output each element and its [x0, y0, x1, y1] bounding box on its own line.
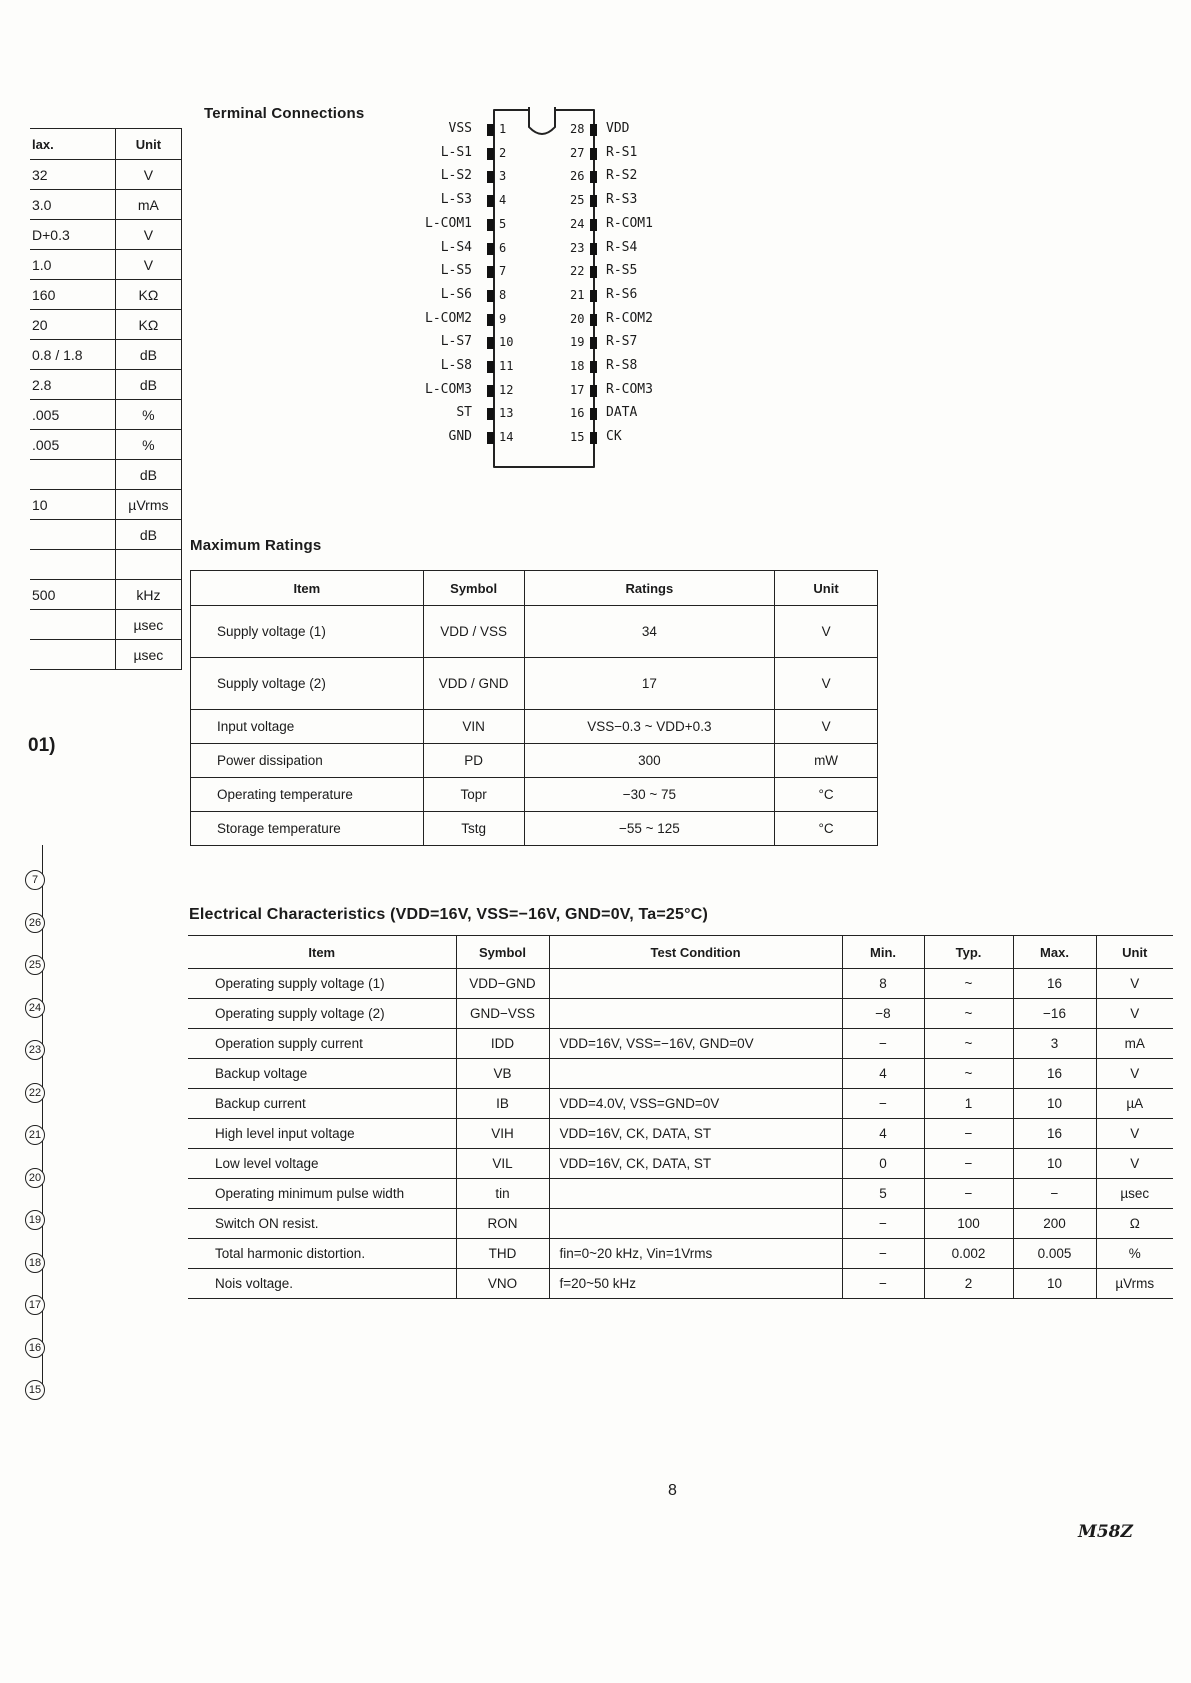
- max-ratings-row: [191, 744, 878, 778]
- elec-header-min: Min.: [842, 936, 924, 969]
- left-pin-lead: [487, 171, 494, 183]
- left-pin-lead: [487, 432, 494, 444]
- terminal-connections-title: Terminal Connections: [204, 105, 365, 122]
- right-pin-number: 23: [570, 240, 585, 255]
- elec-typ-cell: 0.002: [924, 1239, 1013, 1269]
- max-header-item: Item: [191, 571, 424, 606]
- left-pin-number: 10: [499, 335, 514, 350]
- elec-min-cell: −: [842, 1209, 924, 1239]
- elec-symbol-cell: VIH: [456, 1119, 549, 1149]
- left-table-max-cell: 3.0: [30, 190, 115, 220]
- right-pin-label: R-S1: [606, 144, 638, 160]
- left-table-row: [30, 280, 182, 310]
- elec-typ-cell: ~: [924, 1029, 1013, 1059]
- elec-symbol-cell: THD: [456, 1239, 549, 1269]
- max-ratings-body: [191, 606, 878, 846]
- left-table-max-cell: [30, 520, 115, 550]
- elec-item-cell: Total harmonic distortion.: [188, 1239, 456, 1269]
- max-item-cell: Storage temperature: [191, 812, 424, 846]
- left-table-unit-cell: dB: [115, 340, 181, 370]
- electrical-row: [188, 1209, 1173, 1239]
- elec-item-cell: Backup voltage: [188, 1059, 456, 1089]
- left-pin-label: VSS: [448, 121, 472, 136]
- right-pin-lead: [590, 219, 597, 231]
- right-pin-lead: [590, 314, 597, 326]
- elec-condition-cell: VDD=16V, CK, DATA, ST: [549, 1119, 842, 1149]
- elec-unit-cell: %: [1096, 1239, 1173, 1269]
- right-pin-lead: [590, 124, 597, 136]
- max-header-unit: Unit: [775, 571, 878, 606]
- elec-max-cell: 3: [1013, 1029, 1096, 1059]
- electrical-row: [188, 1059, 1173, 1089]
- right-pin-label: R-COM3: [606, 381, 653, 397]
- elec-unit-cell: V: [1096, 1149, 1173, 1179]
- left-pin-label: L-S3: [440, 192, 472, 208]
- left-pin-number: 1: [499, 122, 507, 136]
- pin-circle: 20: [25, 1168, 45, 1188]
- elec-min-cell: −8: [842, 999, 924, 1029]
- right-pin-lead: [590, 432, 597, 444]
- left-pin-lead: [487, 385, 494, 397]
- pin-circle: 26: [25, 913, 45, 933]
- left-table-max-cell: 32: [30, 160, 115, 190]
- left-pin-label: L-S5: [440, 263, 472, 279]
- max-unit-cell: V: [775, 710, 878, 744]
- page-number: 8: [668, 1482, 677, 1499]
- elec-header-max: Max.: [1013, 936, 1096, 969]
- pin-circle: 15: [25, 1380, 45, 1400]
- pin-circle: 18: [25, 1253, 45, 1273]
- elec-condition-cell: f=20~50 kHz: [549, 1269, 842, 1299]
- elec-header-unit: Unit: [1096, 936, 1173, 969]
- right-pin-label: R-S7: [606, 334, 638, 350]
- right-pin-label: DATA: [606, 405, 638, 421]
- elec-item-cell: Nois voltage.: [188, 1269, 456, 1299]
- elec-item-cell: Backup current: [188, 1089, 456, 1119]
- right-pin-label: R-S3: [606, 192, 638, 208]
- right-pin-label: R-S6: [606, 286, 638, 302]
- elec-condition-cell: VDD=16V, CK, DATA, ST: [549, 1149, 842, 1179]
- max-symbol-cell: VDD / GND: [423, 658, 524, 710]
- right-pin-lead: [590, 408, 597, 420]
- max-header-ratings: Ratings: [524, 571, 775, 606]
- max-ratings-row: [191, 710, 878, 744]
- elec-symbol-cell: IDD: [456, 1029, 549, 1059]
- left-table-unit-cell: mA: [115, 190, 181, 220]
- electrical-row: [188, 1089, 1173, 1119]
- left-table-row: [30, 400, 182, 430]
- left-pin-label: GND: [448, 429, 472, 445]
- max-rating-cell: VSS−0.3 ~ VDD+0.3: [524, 710, 775, 744]
- max-symbol-cell: Topr: [423, 778, 524, 812]
- left-table-max-cell: 20: [30, 310, 115, 340]
- left-pin-number: 8: [499, 287, 507, 302]
- max-ratings-row: [191, 812, 878, 846]
- elec-typ-cell: 100: [924, 1209, 1013, 1239]
- elec-condition-cell: [549, 1059, 842, 1089]
- elec-min-cell: 4: [842, 1119, 924, 1149]
- elec-max-cell: −: [1013, 1179, 1096, 1209]
- elec-symbol-cell: tin: [456, 1179, 549, 1209]
- max-ratings-row: [191, 778, 878, 812]
- left-table-row: [30, 550, 182, 580]
- max-ratings-row: [191, 606, 878, 658]
- left-pin-label: L-COM2: [425, 310, 472, 326]
- elec-symbol-cell: RON: [456, 1209, 549, 1239]
- right-pin-lead: [590, 266, 597, 278]
- left-pin-label: ST: [456, 405, 472, 421]
- left-table-max-cell: .005: [30, 400, 115, 430]
- right-pin-lead: [590, 243, 597, 255]
- left-pin-number: 14: [499, 430, 514, 445]
- elec-max-cell: 200: [1013, 1209, 1096, 1239]
- left-pin-number: 12: [499, 382, 514, 397]
- elec-condition-cell: VDD=4.0V, VSS=GND=0V: [549, 1089, 842, 1119]
- elec-min-cell: −: [842, 1269, 924, 1299]
- elec-item-cell: Operating minimum pulse width: [188, 1179, 456, 1209]
- max-unit-cell: °C: [775, 778, 878, 812]
- elec-unit-cell: Ω: [1096, 1209, 1173, 1239]
- right-pin-label: VDD: [606, 121, 630, 136]
- pin-circle: 21: [25, 1125, 45, 1145]
- left-pin-label: L-COM3: [425, 381, 472, 397]
- left-pin-number: 13: [499, 406, 514, 421]
- elec-item-cell: Operation supply current: [188, 1029, 456, 1059]
- right-pin-label: R-S8: [606, 358, 638, 373]
- left-pin-lead: [487, 148, 494, 160]
- elec-unit-cell: V: [1096, 1119, 1173, 1149]
- elec-header-typ: Typ.: [924, 936, 1013, 969]
- pin-circle: 25: [25, 955, 45, 975]
- elec-symbol-cell: VDD−GND: [456, 969, 549, 999]
- left-pin-number: 5: [499, 216, 507, 231]
- left-pin-number: 9: [499, 311, 507, 326]
- max-unit-cell: V: [775, 606, 878, 658]
- left-table-max-cell: 1.0: [30, 250, 115, 280]
- right-pin-number: 19: [570, 335, 585, 350]
- right-pin-number: 27: [570, 145, 585, 160]
- left-table-unit-cell: %: [115, 400, 181, 430]
- elec-symbol-cell: IB: [456, 1089, 549, 1119]
- left-table-unit-cell: [115, 550, 181, 580]
- right-pin-label: CK: [606, 429, 622, 445]
- electrical-row: [188, 1149, 1173, 1179]
- left-table-unit-cell: KΩ: [115, 310, 181, 340]
- left-table-row: [30, 370, 182, 400]
- electrical-row: [188, 999, 1173, 1029]
- right-pin-label: R-S5: [606, 263, 638, 279]
- right-pin-number: 24: [570, 216, 585, 231]
- elec-typ-cell: ~: [924, 1059, 1013, 1089]
- left-table-row: [30, 430, 182, 460]
- left-table-row: [30, 340, 182, 370]
- right-pin-label: R-S2: [606, 168, 638, 184]
- elec-symbol-cell: VIL: [456, 1149, 549, 1179]
- left-pin-label: L-S8: [440, 358, 472, 373]
- pin-circle: 22: [25, 1083, 45, 1103]
- right-pin-number: 25: [570, 193, 585, 208]
- elec-max-cell: 16: [1013, 1059, 1096, 1089]
- elec-header-condition: Test Condition: [549, 936, 842, 969]
- max-unit-cell: mW: [775, 744, 878, 778]
- left-fragment: 01): [28, 735, 56, 756]
- left-table-header-unit: Unit: [115, 129, 181, 160]
- elec-item-cell: High level input voltage: [188, 1119, 456, 1149]
- elec-header-symbol: Symbol: [456, 936, 549, 969]
- elec-typ-cell: 1: [924, 1089, 1013, 1119]
- left-table-row: [30, 160, 182, 190]
- right-pin-label: R-COM1: [606, 215, 653, 231]
- elec-symbol-cell: GND−VSS: [456, 999, 549, 1029]
- max-symbol-cell: VDD / VSS: [423, 606, 524, 658]
- elec-item-cell: Switch ON resist.: [188, 1209, 456, 1239]
- left-pin-label: L-COM1: [425, 215, 472, 231]
- max-rating-cell: 34: [524, 606, 775, 658]
- elec-max-cell: 16: [1013, 969, 1096, 999]
- elec-min-cell: −: [842, 1029, 924, 1059]
- elec-condition-cell: [549, 969, 842, 999]
- left-pin-lead: [487, 408, 494, 420]
- left-table-unit-cell: dB: [115, 460, 181, 490]
- elec-typ-cell: −: [924, 1179, 1013, 1209]
- left-table-row: [30, 580, 182, 610]
- electrical-row: [188, 1239, 1173, 1269]
- left-pin-number: 2: [499, 145, 507, 160]
- right-pin-lead: [590, 385, 597, 397]
- left-table-max-cell: .005: [30, 430, 115, 460]
- max-rating-cell: 17: [524, 658, 775, 710]
- max-header-symbol: Symbol: [423, 571, 524, 606]
- left-table-row: [30, 190, 182, 220]
- left-table-unit-cell: µsec: [115, 640, 181, 670]
- left-table-row: [30, 460, 182, 490]
- right-pin-lead: [590, 171, 597, 183]
- elec-unit-cell: µA: [1096, 1089, 1173, 1119]
- elec-symbol-cell: VNO: [456, 1269, 549, 1299]
- elec-condition-cell: [549, 999, 842, 1029]
- max-rating-cell: 300: [524, 744, 775, 778]
- left-pin-lead: [487, 243, 494, 255]
- left-table-row: [30, 520, 182, 550]
- elec-unit-cell: mA: [1096, 1029, 1173, 1059]
- left-table-max-cell: [30, 550, 115, 580]
- elec-condition-cell: fin=0~20 kHz, Vin=1Vrms: [549, 1239, 842, 1269]
- elec-typ-cell: −: [924, 1119, 1013, 1149]
- right-pin-number: 20: [570, 311, 585, 326]
- right-pin-lead: [590, 361, 597, 373]
- elec-typ-cell: ~: [924, 999, 1013, 1029]
- left-table-row: [30, 640, 182, 670]
- elec-unit-cell: V: [1096, 1059, 1173, 1089]
- ic-notch: [527, 107, 557, 141]
- max-rating-cell: −30 ~ 75: [524, 778, 775, 812]
- right-pin-number: 22: [570, 264, 585, 279]
- max-symbol-cell: VIN: [423, 710, 524, 744]
- elec-max-cell: 16: [1013, 1119, 1096, 1149]
- left-table-unit-cell: dB: [115, 370, 181, 400]
- elec-item-cell: Operating supply voltage (1): [188, 969, 456, 999]
- left-pin-number: 6: [499, 240, 507, 255]
- left-table-row: [30, 610, 182, 640]
- electrical-body: [188, 969, 1173, 1299]
- elec-symbol-cell: VB: [456, 1059, 549, 1089]
- right-pin-label: R-S4: [606, 239, 638, 255]
- max-unit-cell: °C: [775, 812, 878, 846]
- elec-header-item: Item: [188, 936, 456, 969]
- left-pin-label: L-S6: [440, 286, 472, 302]
- elec-condition-cell: [549, 1209, 842, 1239]
- elec-min-cell: 0: [842, 1149, 924, 1179]
- left-pin-lead: [487, 290, 494, 302]
- left-table-unit-cell: V: [115, 250, 181, 280]
- left-pin-lead: [487, 361, 494, 373]
- left-pin-lead: [487, 266, 494, 278]
- max-item-cell: Supply voltage (1): [191, 606, 424, 658]
- left-table-max-cell: 500: [30, 580, 115, 610]
- elec-typ-cell: ~: [924, 969, 1013, 999]
- left-table-unit-cell: µsec: [115, 610, 181, 640]
- elec-min-cell: 5: [842, 1179, 924, 1209]
- elec-unit-cell: V: [1096, 969, 1173, 999]
- pin-circle: 17: [25, 1295, 45, 1315]
- handwritten-note: M58Z: [1078, 1522, 1133, 1542]
- left-table-max-cell: 10: [30, 490, 115, 520]
- electrical-row: [188, 969, 1173, 999]
- left-pin-number: 11: [499, 359, 514, 373]
- max-ratings-row: [191, 658, 878, 710]
- right-pin-number: 16: [570, 406, 585, 421]
- electrical-row: [188, 1179, 1173, 1209]
- elec-item-cell: Low level voltage: [188, 1149, 456, 1179]
- elec-min-cell: −: [842, 1089, 924, 1119]
- electrical-table: [188, 935, 1173, 1299]
- elec-max-cell: 0.005: [1013, 1239, 1096, 1269]
- elec-typ-cell: −: [924, 1149, 1013, 1179]
- max-item-cell: Power dissipation: [191, 744, 424, 778]
- pin-circle: 23: [25, 1040, 45, 1060]
- electrical-title: Electrical Characteristics (VDD=16V, VSS=−16V, GND=0V, Ta=25°C): [189, 906, 708, 923]
- right-pin-lead: [590, 337, 597, 349]
- elec-max-cell: 10: [1013, 1089, 1096, 1119]
- left-table-max-cell: 2.8: [30, 370, 115, 400]
- left-table-unit-cell: kHz: [115, 580, 181, 610]
- electrical-row: [188, 1119, 1173, 1149]
- electrical-row: [188, 1269, 1173, 1299]
- elec-item-cell: Operating supply voltage (2): [188, 999, 456, 1029]
- right-pin-number: 28: [570, 122, 585, 136]
- pin-circle: 24: [25, 998, 45, 1018]
- left-table-row: [30, 250, 182, 280]
- electrical-row: [188, 1029, 1173, 1059]
- left-table-row: [30, 310, 182, 340]
- elec-typ-cell: 2: [924, 1269, 1013, 1299]
- left-table-row: [30, 490, 182, 520]
- left-table-unit-cell: V: [115, 220, 181, 250]
- left-table-unit-cell: %: [115, 430, 181, 460]
- left-table-max-cell: [30, 610, 115, 640]
- left-pin-label: L-S1: [440, 144, 472, 160]
- left-table-max-cell: 160: [30, 280, 115, 310]
- max-item-cell: Input voltage: [191, 710, 424, 744]
- max-symbol-cell: Tstg: [423, 812, 524, 846]
- elec-condition-cell: VDD=16V, VSS=−16V, GND=0V: [549, 1029, 842, 1059]
- left-table-max-cell: [30, 640, 115, 670]
- right-pin-number: 26: [570, 169, 585, 184]
- left-pin-lead: [487, 195, 494, 207]
- left-table-unit-cell: dB: [115, 520, 181, 550]
- left-table-body: [30, 160, 182, 670]
- right-pin-lead: [590, 148, 597, 160]
- right-pin-label: R-COM2: [606, 310, 653, 326]
- max-unit-cell: V: [775, 658, 878, 710]
- elec-max-cell: 10: [1013, 1269, 1096, 1299]
- pin-circle: 7: [25, 870, 45, 890]
- elec-unit-cell: µVrms: [1096, 1269, 1173, 1299]
- left-pin-lead: [487, 219, 494, 231]
- max-symbol-cell: PD: [423, 744, 524, 778]
- left-pin-label: L-S4: [440, 239, 472, 255]
- right-pin-number: 15: [570, 430, 585, 445]
- left-table-max-cell: 0.8 / 1.8: [30, 340, 115, 370]
- elec-condition-cell: [549, 1179, 842, 1209]
- left-table-unit-cell: KΩ: [115, 280, 181, 310]
- left-table-unit-cell: V: [115, 160, 181, 190]
- elec-unit-cell: V: [1096, 999, 1173, 1029]
- elec-min-cell: −: [842, 1239, 924, 1269]
- left-table-header-max: lax.: [30, 129, 115, 160]
- left-pin-lead: [487, 337, 494, 349]
- left-pin-label: L-S2: [440, 168, 472, 184]
- max-ratings-table: [190, 570, 878, 846]
- right-pin-number: 21: [570, 287, 585, 302]
- elec-unit-cell: µsec: [1096, 1179, 1173, 1209]
- left-table-row: [30, 220, 182, 250]
- left-clipped-table: [30, 128, 182, 670]
- left-table-max-cell: D+0.3: [30, 220, 115, 250]
- left-table-max-cell: [30, 460, 115, 490]
- left-pin-number: 3: [499, 169, 507, 184]
- elec-min-cell: 8: [842, 969, 924, 999]
- pin-circle: 16: [25, 1338, 45, 1358]
- max-ratings-title: Maximum Ratings: [190, 537, 322, 554]
- elec-max-cell: −16: [1013, 999, 1096, 1029]
- left-pin-label: L-S7: [440, 334, 472, 350]
- right-pin-number: 17: [570, 382, 585, 397]
- max-item-cell: Operating temperature: [191, 778, 424, 812]
- left-pin-lead: [487, 124, 494, 136]
- elec-max-cell: 10: [1013, 1149, 1096, 1179]
- left-pin-number: 7: [499, 264, 507, 279]
- right-pin-lead: [590, 195, 597, 207]
- left-pin-number: 4: [499, 193, 507, 208]
- max-rating-cell: −55 ~ 125: [524, 812, 775, 846]
- right-pin-lead: [590, 290, 597, 302]
- right-pin-number: 18: [570, 359, 585, 373]
- left-table-unit-cell: µVrms: [115, 490, 181, 520]
- pin-circle: 19: [25, 1210, 45, 1230]
- elec-min-cell: 4: [842, 1059, 924, 1089]
- max-item-cell: Supply voltage (2): [191, 658, 424, 710]
- left-pin-lead: [487, 314, 494, 326]
